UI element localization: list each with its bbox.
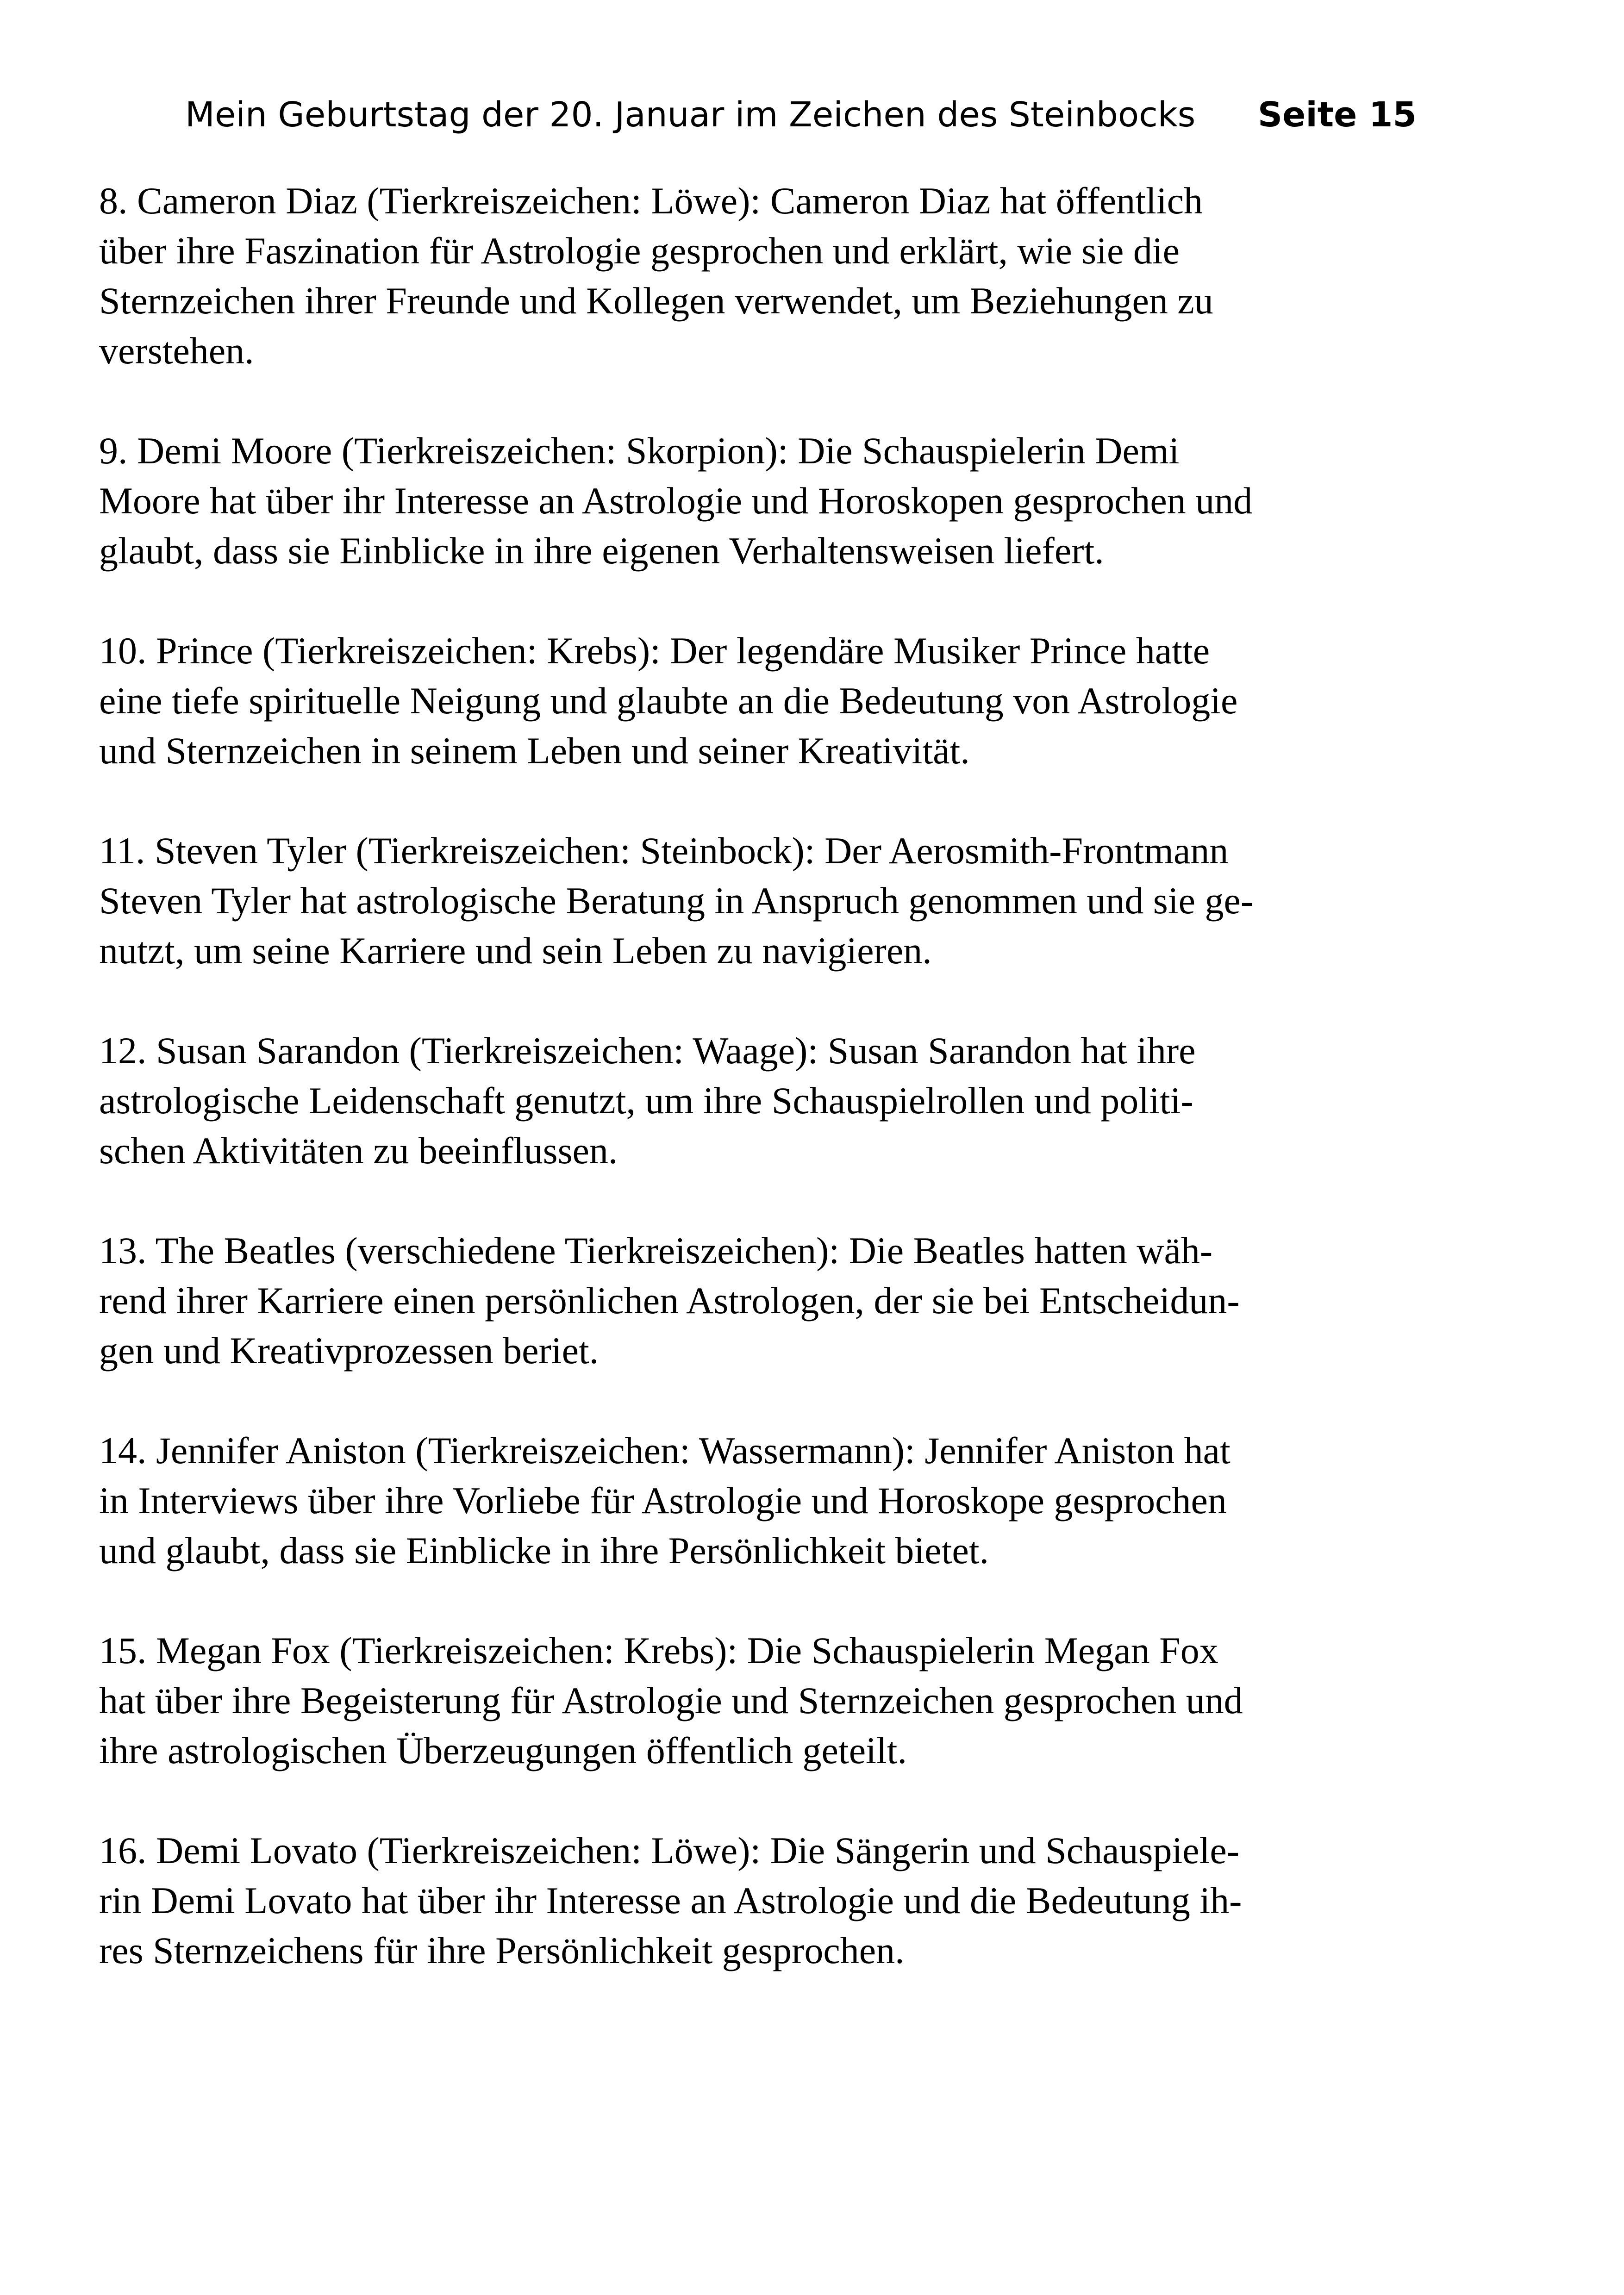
list-item: 9. Demi Moore (Tierkreiszeichen: Skorpion): Die Schauspielerin Demi Moore hat über ihr Interesse an Astrologie und Horoskopen gesprochen und glaubt, dass sie Einblicke in ihre eigenen Verhaltensweisen liefert. [99, 430, 1253, 572]
list-item: 12. Susan Sarandon (Tierkreiszeichen: Waage): Susan Sarandon hat ihre astrologische Leidenschaft genutzt, um ihre Schauspielrollen und politi- schen Aktivitäten zu beeinflussen. [99, 1029, 1196, 1172]
page-number: Seite 15 [1257, 95, 1417, 135]
list-item: 8. Cameron Diaz (Tierkreiszeichen: Löwe): Cameron Diaz hat öffentlich über ihre Faszination für Astrologie gesprochen und erklärt, wie sie die Sternzeichen ihrer Freunde und Kollegen verwendet, um Beziehungen zu verstehen. [99, 180, 1213, 372]
list-item: 11. Steven Tyler (Tierkreiszeichen: Steinbock): Der Aerosmith-Frontmann Steven Tyler hat astrologische Beratung in Anspruch genommen und sie ge- nutzt, um seine Karriere und sein Leben zu navigieren. [99, 829, 1254, 972]
header-title: Mein Geburtstag der 20. Januar im Zeichen des Steinbocks [185, 95, 1196, 135]
list-item: 10. Prince (Tierkreiszeichen: Krebs): Der legendäre Musiker Prince hatte eine tiefe spirituelle Neigung und glaubte an die Bedeutung von Astrologie und Sternzeichen in seinem Leben und seiner Kreativität. [99, 630, 1238, 772]
list-item: 14. Jennifer Aniston (Tierkreiszeichen: Wassermann): Jennifer Aniston hat in Interviews über ihre Vorliebe für Astrologie und Horoskope gesprochen und glaubt, dass sie Einblicke in ihre Persönlichkeit bietet. [99, 1429, 1230, 1572]
running-header [185, 87, 1417, 143]
list-item: 16. Demi Lovato (Tierkreiszeichen: Löwe): Die Sängerin und Schauspiele- rin Demi Lovato hat über ihr Interesse an Astrologie und die Bedeutung ih- res Sternzeichens für ihre Persönlichkeit gesprochen. [99, 1829, 1242, 1971]
body-text [99, 176, 1451, 2026]
list-item: 13. The Beatles (verschiedene Tierkreiszeichen): Die Beatles hatten wäh- rend ihrer Karriere einen persönlichen Astrologen, der sie bei Entscheidun- gen und Kreativprozessen beriet. [99, 1229, 1240, 1372]
list-item: 15. Megan Fox (Tierkreiszeichen: Krebs): Die Schauspielerin Megan Fox hat über ihre Begeisterung für Astrologie und Sternzeichen gesprochen und ihre astrologischen Überzeugungen öffentlich geteilt. [99, 1629, 1243, 1771]
